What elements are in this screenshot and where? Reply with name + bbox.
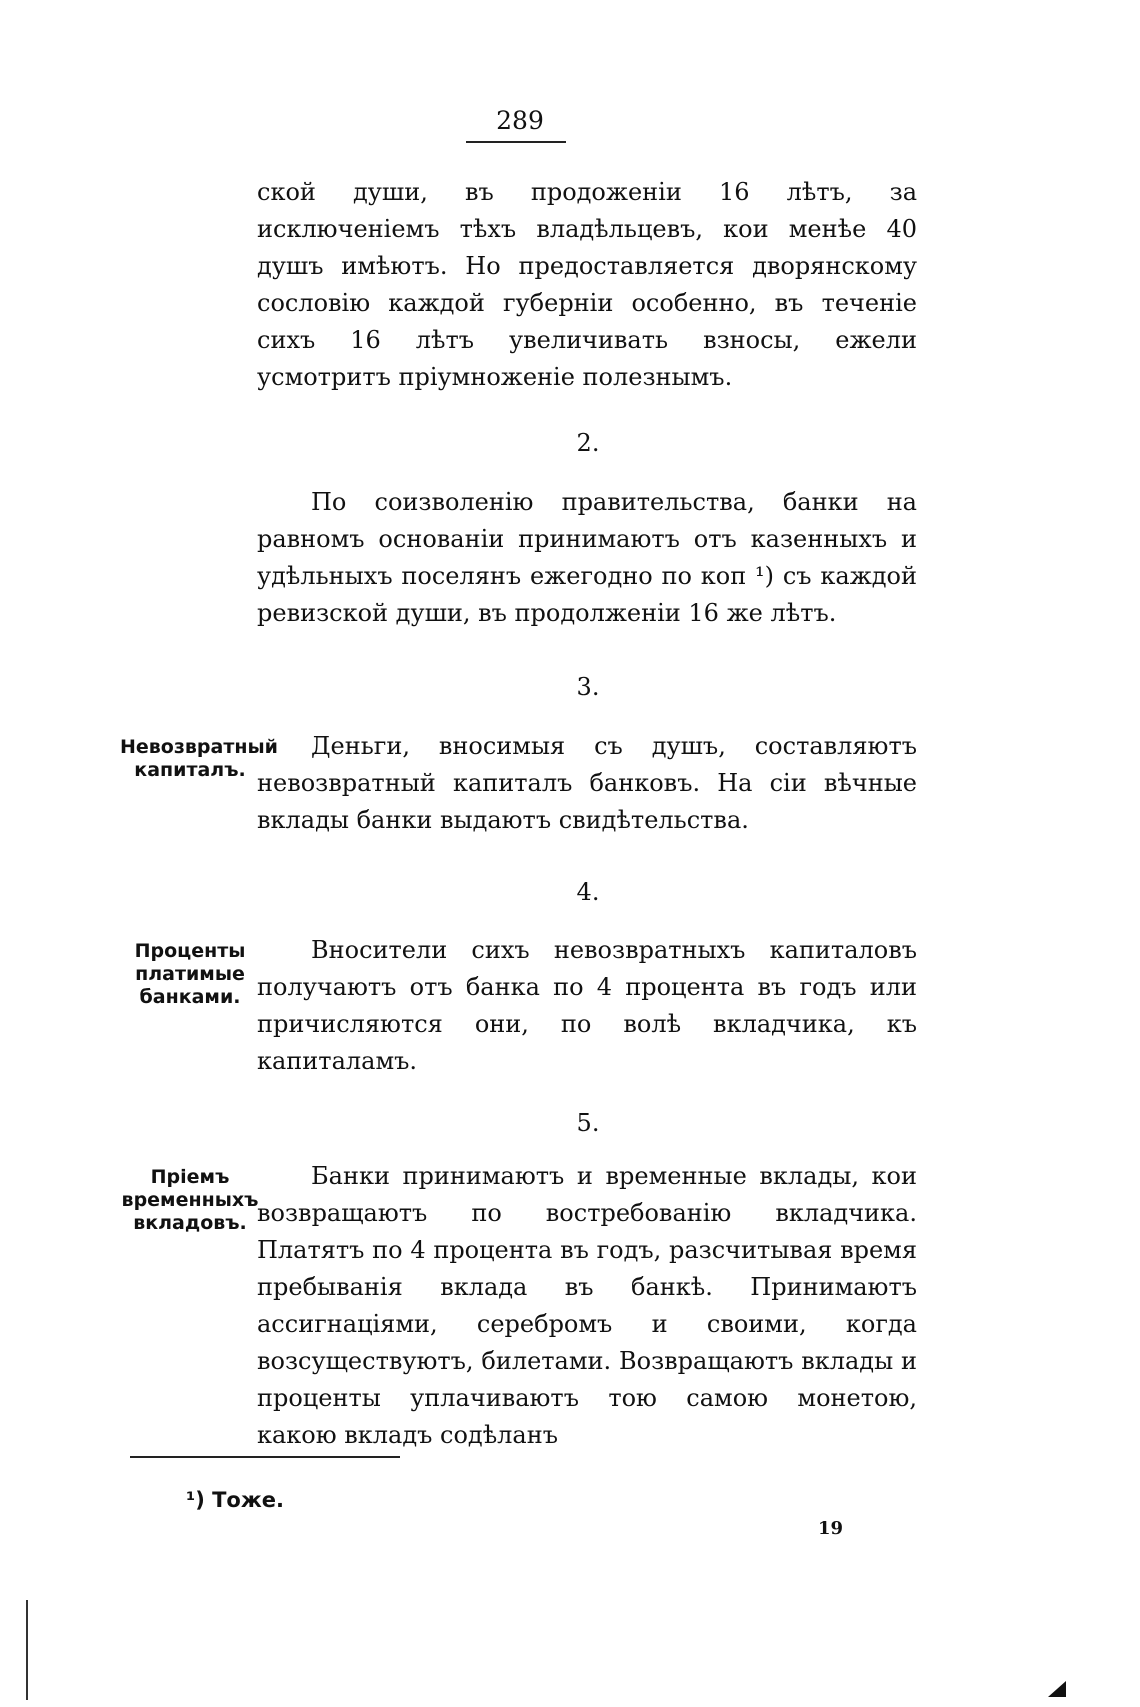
page-number-rule [466, 141, 566, 143]
paragraph-section-5 [257, 1158, 917, 1454]
section-number-4: 4. [576, 878, 600, 906]
paragraph-section-2 [257, 484, 917, 632]
section-number-2: 2. [576, 429, 600, 457]
paragraph-section-3 [257, 728, 917, 839]
footnote-rule [130, 1456, 400, 1458]
margin-note-section-5: Пріемъ временныхъ вкладовъ. [121, 1166, 259, 1234]
paragraph-section-4 [257, 932, 917, 1080]
paragraph-section-2-text: По соизволенію правительства, банки на равномъ основаніи принимаютъ отъ казенныхъ и удѣльныхъ поселянъ ежегодно по коп ¹) съ каждой ревизской души, въ продолженіи 16 же лѣтъ. [257, 488, 917, 627]
printer-signature-mark: 19 [818, 1518, 844, 1539]
margin-note-section-3: Невозвратный капиталъ. [120, 736, 278, 781]
section-number-5: 5. [576, 1109, 600, 1137]
footnote: ¹) Тоже. [186, 1488, 284, 1512]
paragraph-continuation: ской души, въ продоженіи 16 лѣтъ, за исключеніемъ тѣхъ владѣльцевъ, кои менѣе 40 душъ имѣютъ. Но предоставляется дворянскому сословію каждой губерніи особенно, въ теченіе сихъ 16 лѣтъ увеличивать взносы, ежели усмотритъ пріумноженіе полезнымъ. [257, 178, 917, 391]
margin-note-section-4: Проценты платимые банками. [134, 940, 246, 1008]
scan-corner-mark [1048, 1681, 1066, 1697]
paragraph-section-4-text: Вносители сихъ невозвратныхъ капиталовъ получаютъ отъ банка по 4 процента въ годъ или причисляются они, по волѣ вкладчика, къ капиталамъ. [257, 936, 917, 1075]
section-number-3: 3. [576, 673, 600, 701]
scan-edge-mark [26, 1600, 28, 1700]
paragraph-section-3-text: Деньги, вносимыя съ душъ, составляютъ невозвратный капиталъ банковъ. На сіи вѣчные вклады банки выдаютъ свидѣтельства. [257, 732, 917, 834]
paragraph-section-5-text: Банки принимаютъ и временные вклады, кои возвращаютъ по востребованію вкладчика. Платятъ по 4 процента въ годъ, разсчитывая время пребыванія вклада въ банкѣ. Принимаютъ ассигнаціями, серебромъ и своими, когда возсуществуютъ, билетами. Возвращаютъ вклады и проценты уплачиваютъ тою самою монетою, какою вкладъ содѣланъ [257, 1162, 917, 1449]
page-number: 289 [496, 106, 544, 135]
